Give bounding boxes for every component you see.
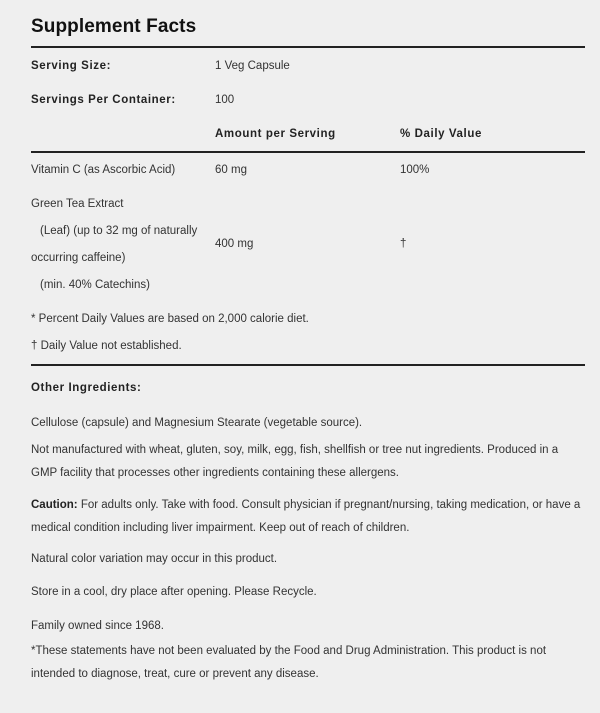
title-divider [31,46,585,48]
row-green-tea-name: Green Tea Extract [31,198,124,210]
row-vitamin-c-dv: 100% [400,164,430,176]
row-green-tea-detail-2: occurring caffeine) [31,252,126,264]
color-variation-note: Natural color variation may occur in this product. [31,553,278,565]
serving-size-label: Serving Size: [31,60,112,72]
serving-size-value: 1 Veg Capsule [215,60,290,72]
servings-per-container-value: 100 [215,94,235,106]
page-title: Supplement Facts [31,16,197,37]
header-daily-value: % Daily Value [400,128,482,140]
caution-label: Caution: [31,499,78,511]
header-amount-per-serving: Amount per Serving [215,128,336,140]
footnote-dagger: † Daily Value not established. [31,340,182,352]
row-green-tea-dv: † [400,238,407,250]
family-owned-note: Family owned since 1968. [31,620,164,632]
storage-instructions: Store in a cool, dry place after opening. Please Recycle. [31,586,317,598]
row-vitamin-c-name: Vitamin C (as Ascorbic Acid) [31,164,176,176]
row-green-tea-detail-1: (Leaf) (up to 32 mg of naturally [40,225,198,237]
caution-statement [31,494,581,540]
row-green-tea-detail-3: (min. 40% Catechins) [40,279,150,291]
ingredients-text: Cellulose (capsule) and Magnesium Stearate (vegetable source). [31,417,363,429]
allergen-statement: Not manufactured with wheat, gluten, soy, milk, egg, fish, shellfish or tree nut ingredients. Produced in a GMP facility that processes other ingredients containing these allergens. [31,444,559,479]
footnote-percent-dv: * Percent Daily Values are based on 2,000 calorie diet. [31,313,309,325]
footnote-divider [31,364,585,366]
table-header-divider [31,151,585,153]
servings-per-container-label: Servings Per Container: [31,94,176,106]
row-vitamin-c-amount: 60 mg [215,164,247,176]
row-green-tea-amount: 400 mg [215,238,254,250]
fda-disclaimer: *These statements have not been evaluated by the Food and Drug Administration. This product is not intended to diagnose, treat, cure or prevent any disease. [31,645,547,680]
caution-text: For adults only. Take with food. Consult physician if pregnant/nursing, taking medication, or have a medical condition including liver impairment. Keep out of reach of children. [31,499,581,534]
other-ingredients-label: Other Ingredients: [31,382,142,394]
